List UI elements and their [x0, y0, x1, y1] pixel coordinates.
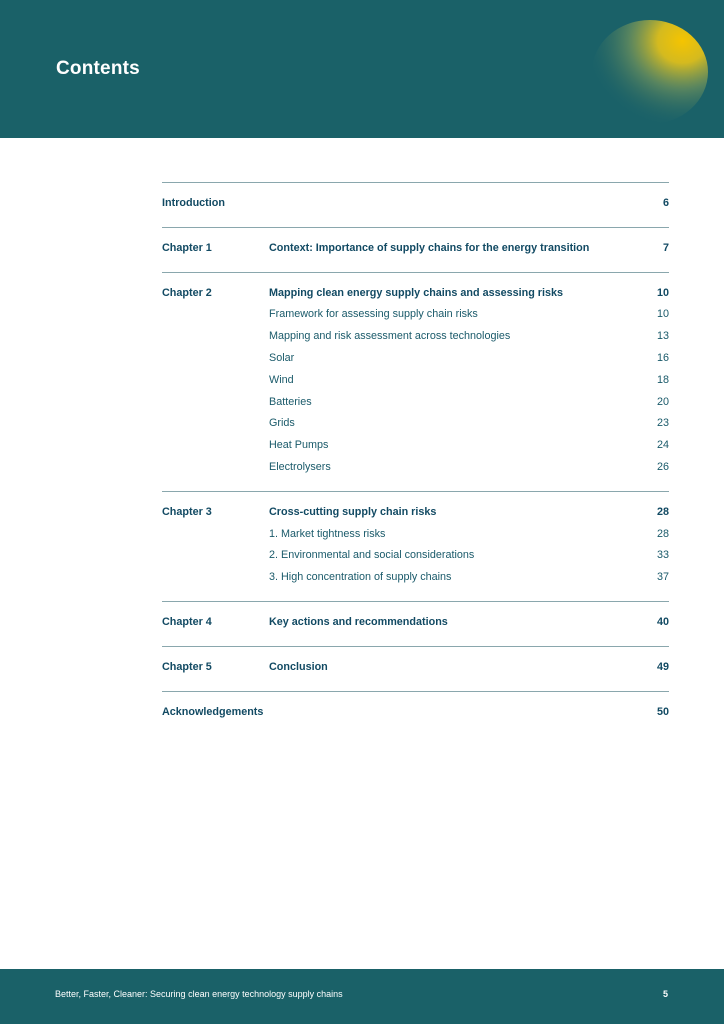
toc-section-acknowledgements	[162, 691, 669, 724]
toc-entry-title: Mapping clean energy supply chains and assessing risks	[269, 286, 564, 299]
toc-section-chapter-5	[162, 646, 669, 691]
toc-entry-title: Acknowledgements	[162, 705, 264, 718]
toc-entry-page: 40	[656, 615, 669, 628]
toc-chapter-label: Chapter 5	[162, 660, 212, 673]
sun-glow-graphic	[592, 20, 708, 124]
toc-section-chapter-4	[162, 601, 669, 646]
toc-entry-introduction[interactable]	[162, 193, 669, 215]
toc-chapter-label: Chapter 3	[162, 505, 212, 518]
toc-entry-page: 6	[662, 197, 669, 209]
toc-entry-title: Conclusion	[269, 660, 328, 673]
toc-subentry-page: 20	[656, 395, 669, 408]
toc-subentry-title: Batteries	[269, 395, 312, 408]
toc-chapter-label: Chapter 2	[162, 286, 212, 299]
toc-section-chapter-3	[162, 491, 669, 601]
footer-page-number: 5	[662, 989, 668, 999]
toc-subentry[interactable]	[162, 524, 669, 546]
toc-subentry[interactable]	[162, 348, 669, 370]
toc-subentry-title: Wind	[269, 373, 294, 386]
toc-subentry[interactable]	[162, 392, 669, 414]
toc-subentry-title: 1. Market tightness risks	[269, 527, 386, 540]
toc-subentry-page: 24	[656, 439, 669, 452]
toc-entry-title: Key actions and recommendations	[269, 615, 448, 628]
toc-section-chapter-1	[162, 227, 669, 272]
header-band	[0, 0, 724, 138]
toc-subentry-title: 2. Environmental and social considerations	[269, 549, 475, 562]
toc-subentry[interactable]	[162, 567, 669, 589]
toc-entry-title: Cross-cutting supply chain risks	[269, 505, 437, 518]
toc-subentry-title: Framework for assessing supply chain risks	[269, 308, 478, 321]
toc-subentry[interactable]	[162, 413, 669, 435]
toc-subentry-page: 28	[656, 527, 669, 540]
toc-subentry-page: 13	[656, 330, 669, 343]
footer-document-title: Better, Faster, Cleaner: Securing clean energy technology supply chains	[55, 989, 343, 999]
toc-subentry-title: Electrolysers	[269, 460, 331, 473]
toc-entry-chapter-5[interactable]	[162, 657, 669, 679]
footer-band	[0, 969, 724, 1024]
toc-subentry[interactable]	[162, 435, 669, 457]
toc-entry-page: 49	[656, 660, 669, 673]
toc-subentry-page: 37	[656, 571, 669, 584]
toc-entry-chapter-3[interactable]	[162, 502, 669, 524]
toc-subentry-page: 26	[656, 460, 669, 473]
toc-subentry[interactable]	[162, 370, 669, 392]
toc-entry-title: Introduction	[162, 197, 225, 209]
toc-subentry-page: 23	[656, 417, 669, 430]
toc-entry-title: Context: Importance of supply chains for the energy transition	[269, 241, 590, 254]
toc-subentry[interactable]	[162, 457, 669, 479]
toc-subentry-title: Solar	[269, 351, 295, 364]
toc-chapter-label: Chapter 1	[162, 241, 212, 254]
toc-subentry-page: 18	[656, 373, 669, 386]
toc-subentry[interactable]	[162, 326, 669, 348]
toc-subentry-title: Mapping and risk assessment across technologies	[269, 330, 511, 343]
toc-subentry-title: Grids	[269, 417, 295, 430]
toc-chapter-label: Chapter 4	[162, 615, 212, 628]
table-of-contents	[162, 182, 669, 723]
toc-section-chapter-2	[162, 272, 669, 491]
toc-subentry-title: Heat Pumps	[269, 439, 329, 452]
toc-subentry-page: 10	[656, 308, 669, 321]
toc-entry-chapter-2[interactable]	[162, 283, 669, 305]
page-title: Contents	[56, 58, 140, 79]
toc-subentry[interactable]	[162, 545, 669, 567]
toc-entry-chapter-4[interactable]	[162, 612, 669, 634]
toc-subentry[interactable]	[162, 304, 669, 326]
toc-entry-acknowledgements[interactable]	[162, 702, 669, 724]
toc-section-introduction	[162, 182, 669, 227]
toc-subentry-title: 3. High concentration of supply chains	[269, 571, 452, 584]
toc-entry-page: 7	[662, 241, 669, 254]
toc-entry-chapter-1[interactable]	[162, 238, 669, 260]
toc-subentry-page: 16	[656, 351, 669, 364]
toc-entry-page: 50	[656, 705, 669, 718]
toc-entry-page: 28	[656, 505, 669, 518]
toc-entry-page: 10	[656, 286, 669, 299]
toc-subentry-page: 33	[656, 549, 669, 562]
